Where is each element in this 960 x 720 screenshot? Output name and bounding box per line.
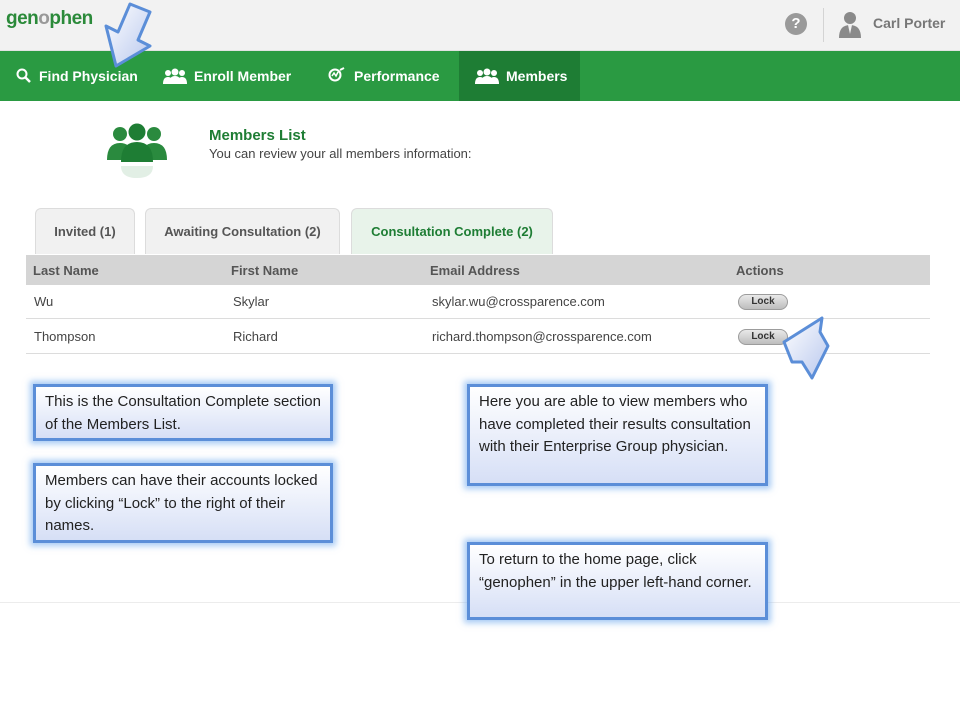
- members-group-icon: [105, 122, 169, 182]
- nav-label: Find Physician: [39, 68, 138, 84]
- tab-invited[interactable]: Invited (1): [35, 208, 135, 254]
- nav-members[interactable]: [459, 51, 580, 101]
- people-icon: [163, 68, 187, 84]
- cell-last-name: Thompson: [34, 329, 96, 344]
- header-divider: [823, 8, 824, 42]
- nav-enroll-member[interactable]: [163, 51, 291, 101]
- column-first-name[interactable]: First Name: [231, 263, 299, 278]
- genophen-logo[interactable]: genophen: [6, 8, 93, 29]
- nav-label: Enroll Member: [194, 68, 292, 84]
- user-avatar-icon[interactable]: [837, 10, 863, 38]
- nav-label: Performance: [354, 68, 440, 84]
- lock-button[interactable]: Lock: [738, 294, 788, 310]
- column-email[interactable]: Email Address: [430, 263, 520, 278]
- nav-performance[interactable]: [327, 51, 440, 101]
- search-icon: [16, 68, 32, 84]
- pointer-arrow-icon: [778, 312, 834, 382]
- page-title: Members List: [209, 127, 306, 144]
- table-header: [26, 255, 930, 285]
- cell-last-name: Wu: [34, 294, 54, 309]
- people-icon: [475, 68, 499, 84]
- callout-consultation-complete: This is the Consultation Complete section of the Members List.: [33, 384, 333, 441]
- cell-email: skylar.wu@crossparence.com: [432, 294, 605, 309]
- tab-awaiting-consultation[interactable]: Awaiting Consultation (2): [145, 208, 340, 254]
- cell-first-name: Richard: [233, 329, 278, 344]
- tab-consultation-complete[interactable]: Consultation Complete (2): [351, 208, 553, 254]
- lock-button[interactable]: Lock: [738, 329, 788, 345]
- callout-lock-accounts: Members can have their accounts locked by clicking “Lock” to the right of their names.: [33, 463, 333, 543]
- callout-view-members: Here you are able to view members who have completed their results consultation with their Enterprise Group physician.: [467, 384, 768, 486]
- user-name[interactable]: Carl Porter: [873, 15, 946, 31]
- performance-icon: [327, 67, 347, 85]
- page-subtitle: You can review your all members information:: [209, 146, 472, 161]
- help-icon[interactable]: ?: [785, 13, 807, 35]
- callout-return-home: To return to the home page, click “genophen” in the upper left-hand corner.: [467, 542, 768, 620]
- cell-email: richard.thompson@crossparence.com: [432, 329, 652, 344]
- nav-label: Members: [506, 68, 568, 84]
- pointer-arrow-icon: [100, 0, 156, 70]
- column-actions: Actions: [736, 263, 784, 278]
- cell-first-name: Skylar: [233, 294, 270, 309]
- column-last-name[interactable]: Last Name: [33, 263, 99, 278]
